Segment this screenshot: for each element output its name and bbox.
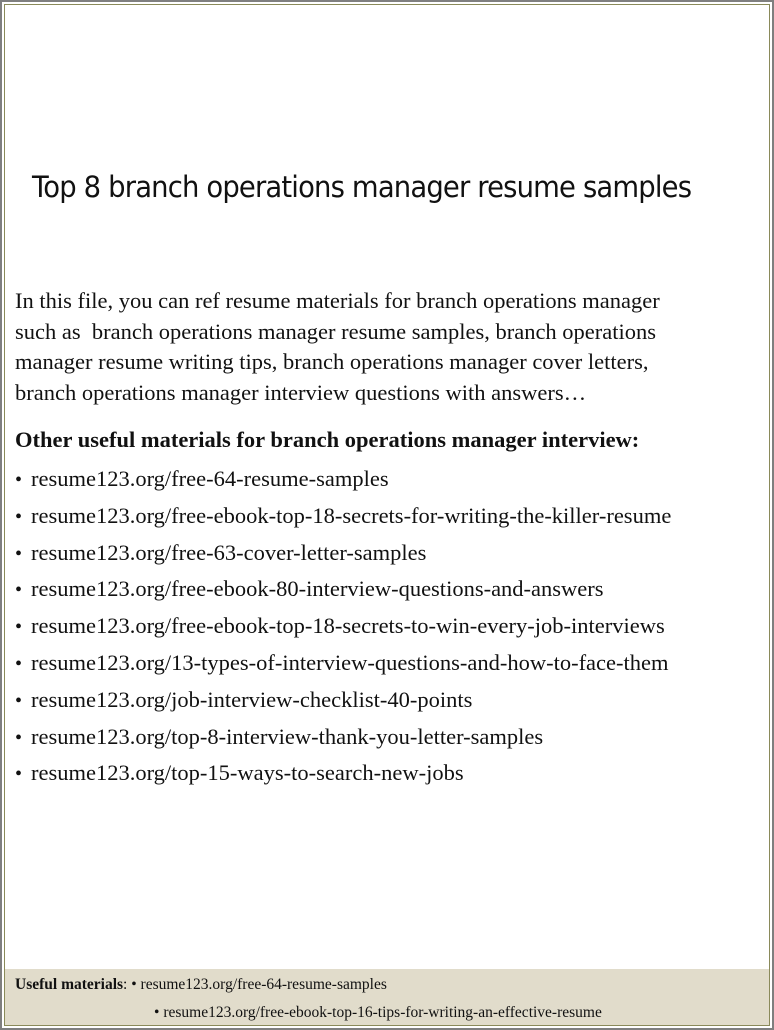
materials-heading: Other useful materials for branch operations manager interview: bbox=[15, 427, 640, 452]
list-item bbox=[15, 573, 671, 610]
list-item bbox=[15, 537, 671, 574]
intro-line: such as branch operations manager resume samples, branch operations bbox=[15, 318, 657, 344]
footer-separator: : bbox=[123, 976, 132, 993]
bullet-icon: • bbox=[15, 763, 23, 786]
bullet-icon: • bbox=[15, 652, 23, 675]
list-item bbox=[15, 721, 671, 758]
list-item bbox=[15, 500, 671, 537]
intro-line: In this file, you can ref resume materials for branch operations manager bbox=[15, 288, 660, 313]
document-title: Top 8 branch operations manager resume samples bbox=[32, 170, 692, 204]
footer-row bbox=[15, 976, 387, 994]
list-item bbox=[15, 610, 671, 647]
footer-link[interactable]: resume123.org/free-64-resume-samples bbox=[140, 976, 387, 993]
bullet-icon: • bbox=[15, 726, 23, 749]
list-item bbox=[15, 757, 671, 794]
bullet-icon: • bbox=[15, 469, 23, 491]
bullet-icon: • bbox=[131, 976, 137, 993]
material-link[interactable]: resume123.org/top-15-ways-to-search-new-jobs bbox=[31, 760, 464, 786]
bullet-icon: • bbox=[15, 689, 23, 712]
material-link[interactable]: resume123.org/job-interview-checklist-40-points bbox=[31, 686, 473, 712]
material-link[interactable]: resume123.org/free-63-cover-letter-samples bbox=[31, 539, 427, 565]
material-link[interactable]: resume123.org/free-ebook-top-18-secrets-to-win-every-job-interviews bbox=[31, 613, 665, 639]
footer-label: Useful materials bbox=[15, 976, 124, 993]
list-item bbox=[15, 647, 671, 684]
bullet-icon: • bbox=[15, 579, 23, 602]
footer-row bbox=[154, 1004, 602, 1022]
footer-link[interactable]: resume123.org/free-ebook-top-16-tips-for-writing-an-effective-resume bbox=[163, 1004, 602, 1021]
bullet-icon: • bbox=[154, 1004, 160, 1021]
bullet-icon: • bbox=[15, 616, 23, 639]
list-item bbox=[15, 463, 671, 500]
intro-line: manager resume writing tips, branch operations manager cover letters, bbox=[15, 349, 649, 374]
footer-band bbox=[5, 969, 769, 1025]
material-link[interactable]: resume123.org/free-64-resume-samples bbox=[31, 466, 389, 491]
intro-line: branch operations manager interview questions with answers… bbox=[15, 379, 587, 405]
material-link[interactable]: resume123.org/top-8-interview-thank-you-letter-samples bbox=[31, 723, 544, 749]
material-link[interactable]: resume123.org/free-ebook-top-18-secrets-for-writing-the-killer-resume bbox=[31, 502, 672, 528]
material-link[interactable]: resume123.org/free-ebook-80-interview-questions-and-answers bbox=[31, 576, 604, 602]
intro-paragraph bbox=[15, 286, 774, 408]
bullet-icon: • bbox=[15, 542, 23, 565]
list-item bbox=[15, 684, 671, 721]
material-link[interactable]: resume123.org/13-types-of-interview-questions-and-how-to-face-them bbox=[31, 649, 669, 675]
bullet-icon: • bbox=[15, 505, 23, 528]
materials-link-list bbox=[15, 463, 671, 794]
